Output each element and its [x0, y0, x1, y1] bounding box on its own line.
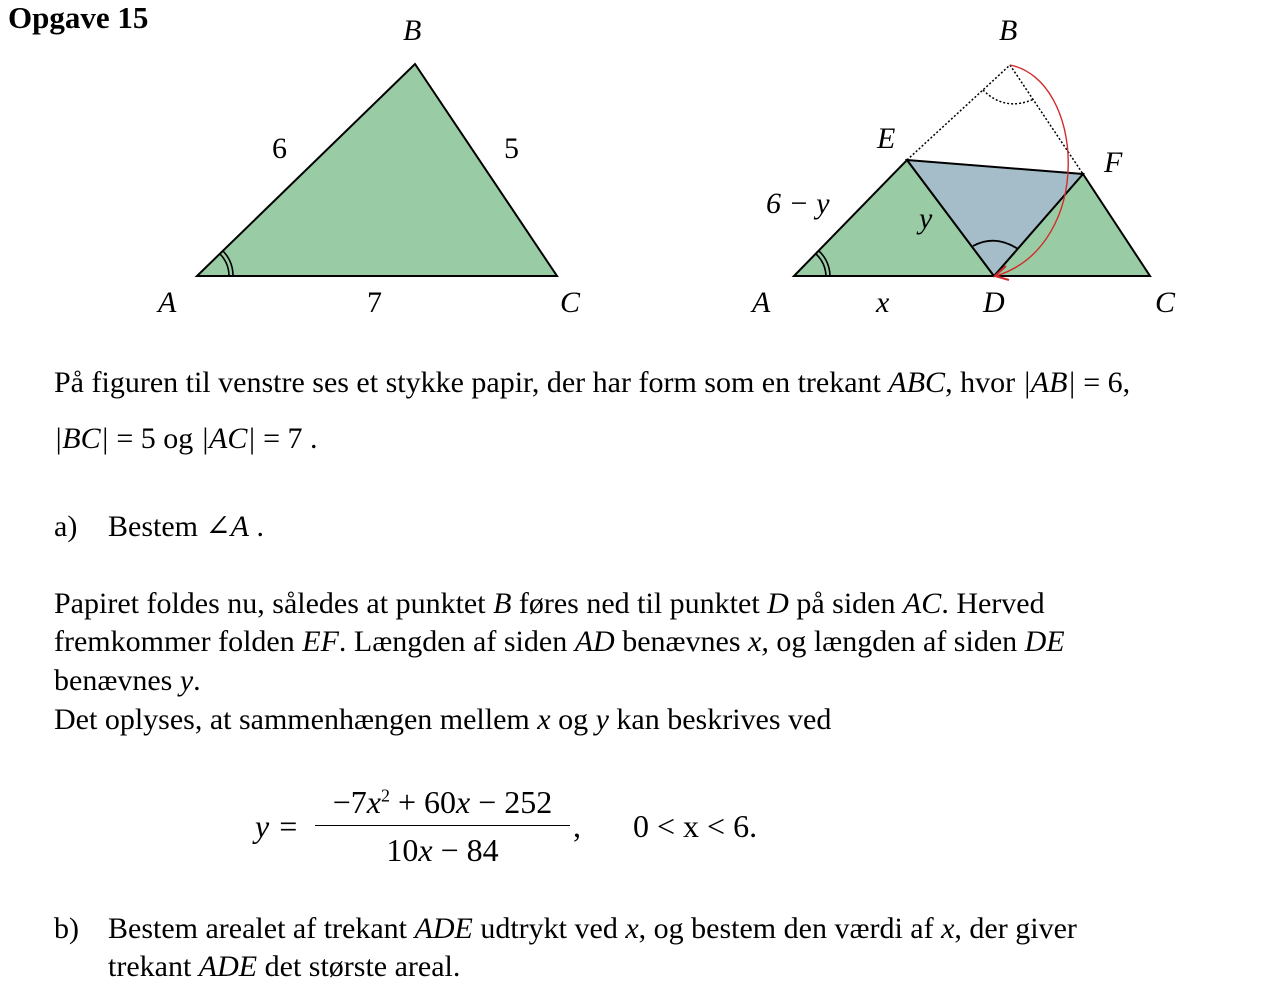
left-label-b: B — [403, 14, 422, 47]
right-figure — [750, 14, 1176, 319]
left-figure — [156, 14, 581, 319]
dotted-bf — [1010, 65, 1083, 174]
fold-line-2: fremkommer folden EF. Længden af siden AD benævnes x, og længden af siden DE — [54, 625, 1065, 658]
left-side-ab: 6 — [272, 132, 287, 165]
left-side-ac: 7 — [367, 286, 382, 319]
equation-domain: 0 < x < 6. — [633, 808, 758, 844]
fold-line-3: benævnes y. — [54, 664, 201, 697]
right-side-ae: 6 − y — [766, 187, 830, 220]
question-a-label: a) — [54, 510, 78, 543]
angle-b-dotted-arc — [983, 90, 1034, 104]
dotted-eb — [907, 65, 1010, 160]
left-side-bc: 5 — [504, 132, 519, 165]
intro-line-1: På figuren til venstre ses et stykke papir, der har form som en trekant ABC, hvor |AB| = 6, — [54, 366, 1131, 399]
right-side-de: y — [919, 202, 933, 235]
equation-numerator: $-7x^2 + 60x - 252$ — [332, 784, 553, 820]
fraction-bar — [315, 825, 570, 826]
intro-line-2: |BC| = 5 og |AC| = 7 . — [54, 422, 318, 455]
right-label-e: E — [877, 122, 896, 155]
question-b-label: b) — [54, 912, 79, 945]
question-b-line-1: Bestem arealet af trekant ADE udtrykt ved x, og bestem den værdi af x, der giver — [108, 912, 1077, 945]
right-label-a: A — [752, 286, 771, 319]
geometry-figures — [0, 0, 1283, 330]
right-label-d: D — [983, 286, 1005, 319]
right-label-c: C — [1155, 286, 1176, 319]
exercise-title: Opgave 15 — [8, 0, 149, 35]
fold-line-4: Det oplyses, at sammenhængen mellem x og y kan beskrives ved — [54, 703, 832, 736]
relation-equation — [255, 780, 815, 880]
triangle-abc — [197, 64, 557, 276]
equation-denominator: 10x − 84 — [386, 832, 499, 868]
fold-line-1: Papiret foldes nu, således at punktet B føres ned til punktet D på siden AC. Herved — [54, 587, 1045, 620]
left-label-c: C — [560, 286, 581, 319]
question-a-text: Bestem ∠A . — [108, 510, 264, 543]
equation-lhs: y = — [255, 808, 299, 844]
right-label-b: B — [999, 14, 1018, 47]
right-label-f: F — [1104, 146, 1123, 179]
right-side-ad: x — [876, 286, 890, 319]
question-b-line-2: trekant ADE det største areal. — [108, 950, 461, 983]
equation-comma: , — [573, 808, 581, 844]
left-label-a: A — [158, 286, 177, 319]
